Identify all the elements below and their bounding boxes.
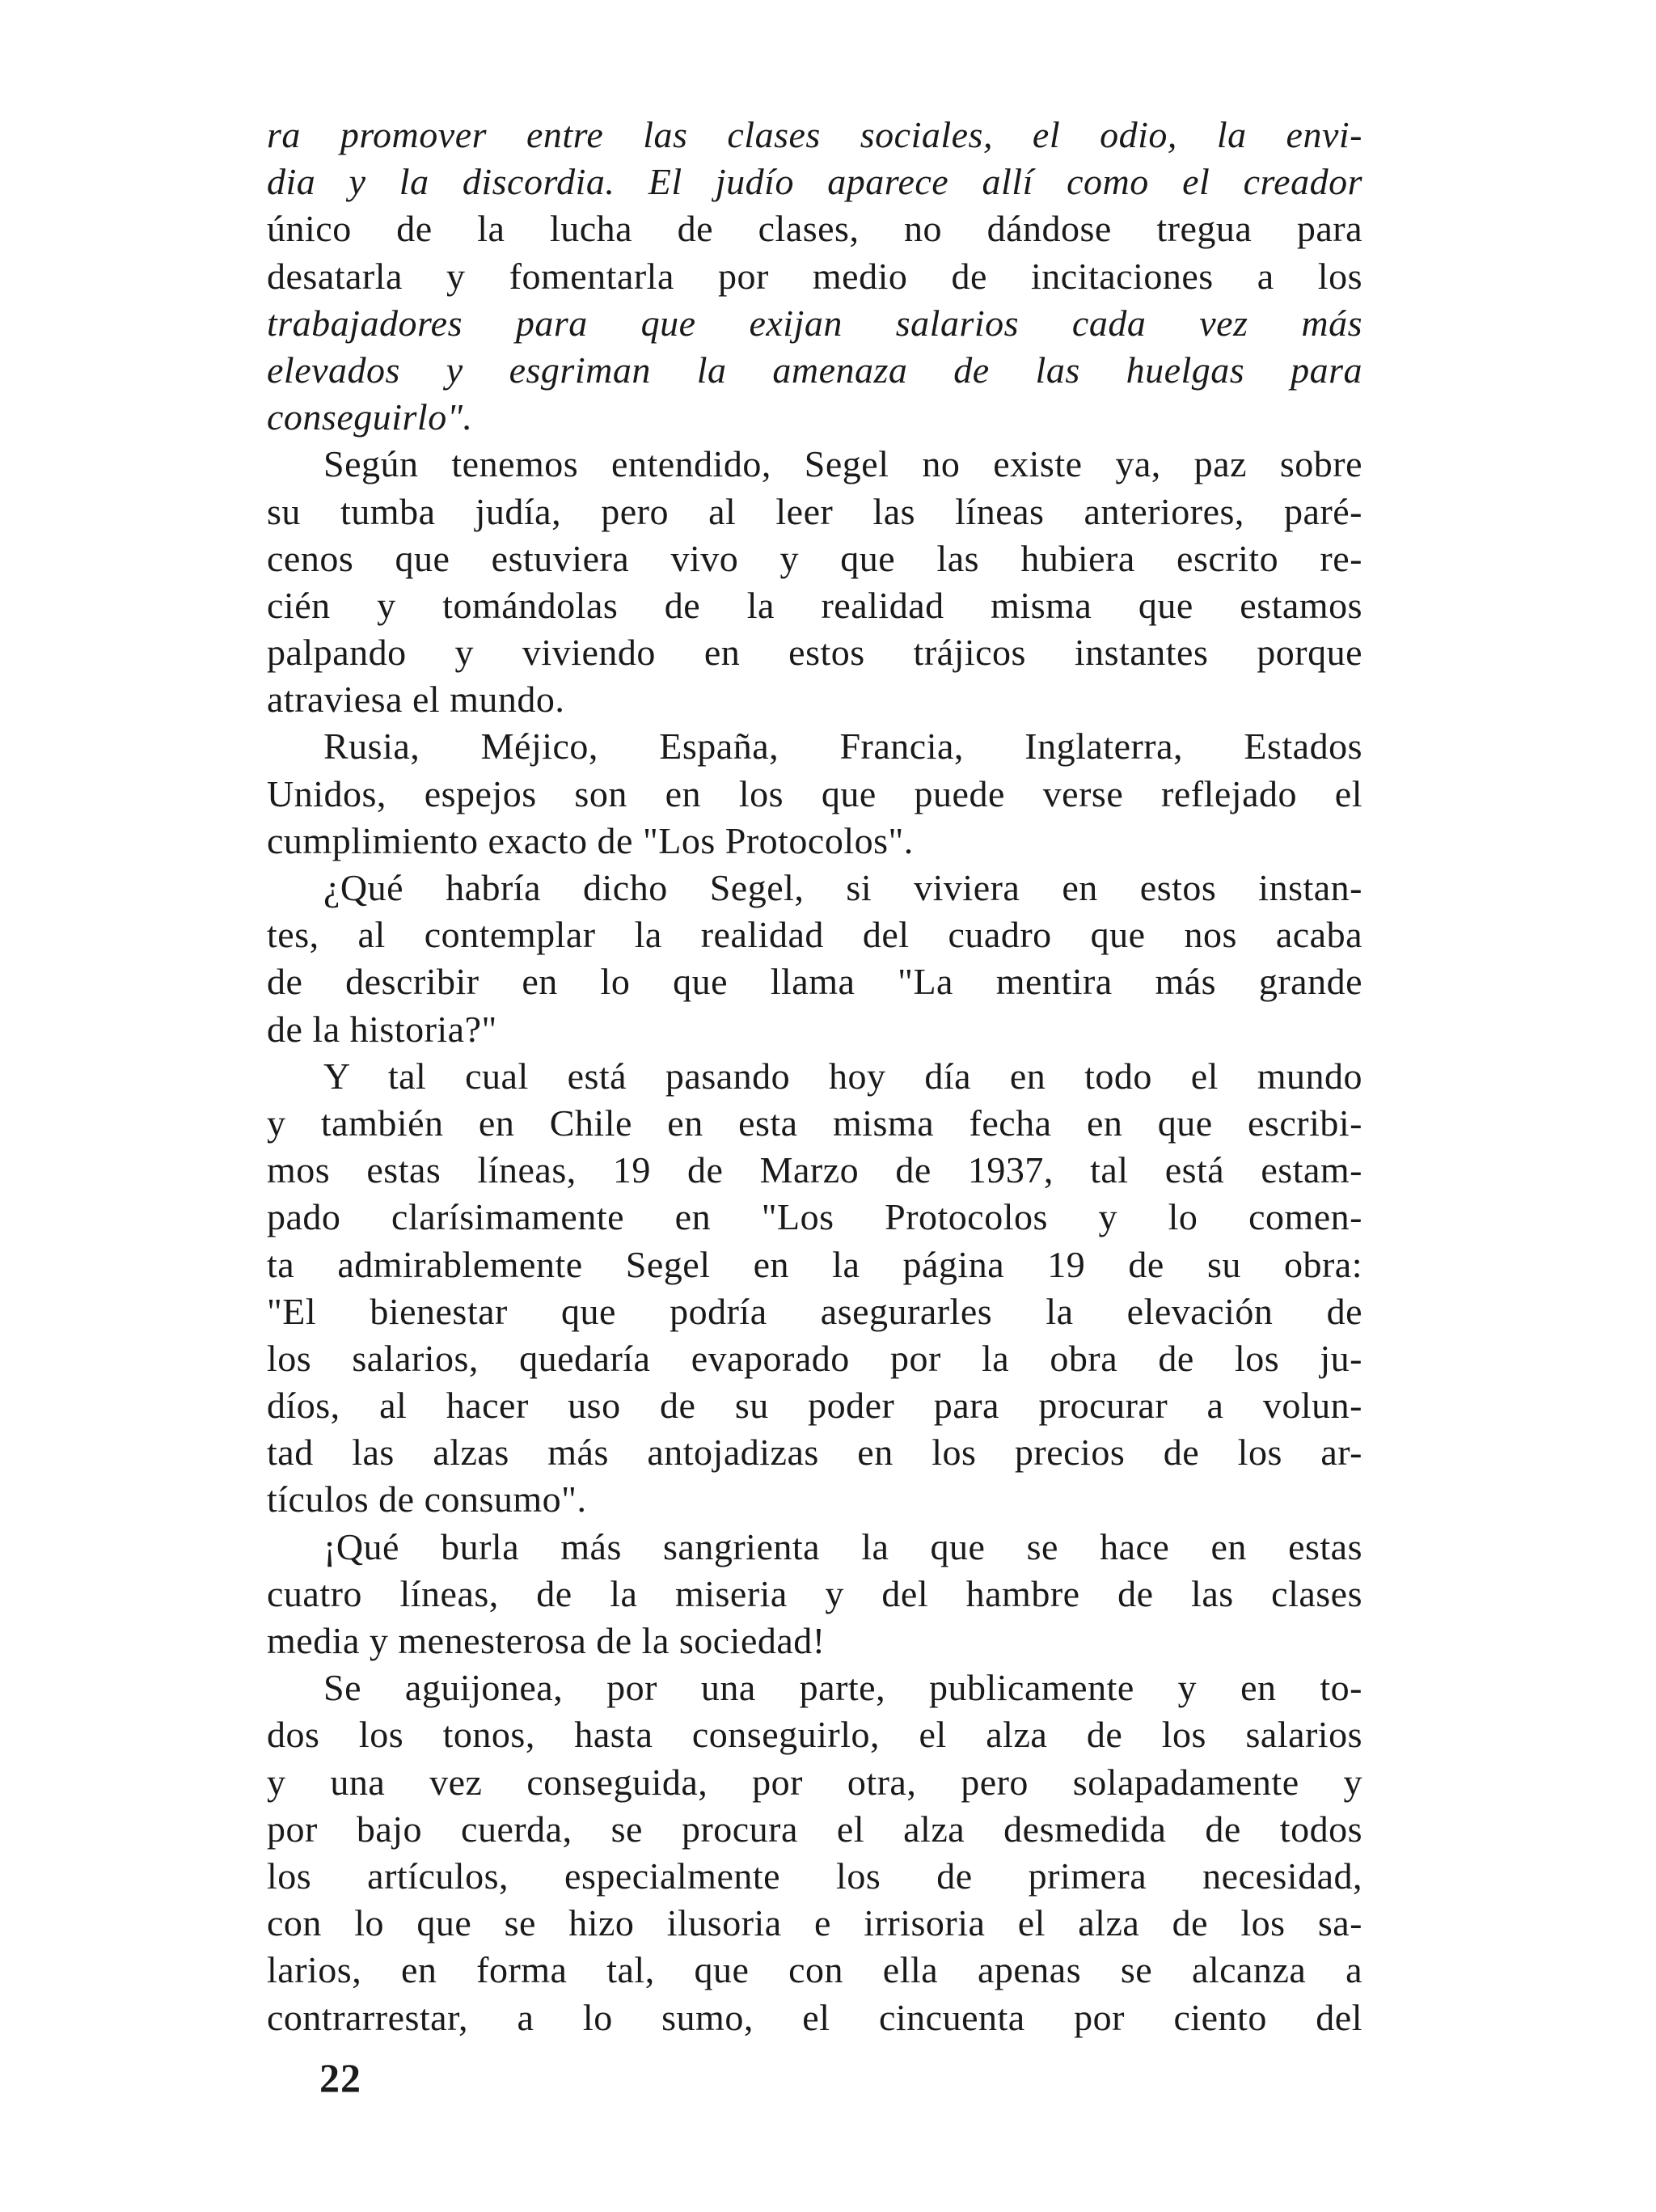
text-line: media y menesterosa de la sociedad!	[267, 1620, 826, 1661]
page-number: 22	[319, 2055, 361, 2100]
text-line: con lo que se hizo ilusoria e irrisoria el alza de los sa-	[267, 1902, 1362, 1944]
text-line: ¿Qué habría dicho Segel, si viviera en estos instan-	[323, 867, 1362, 908]
text-line: Unidos, espejos son en los que puede verse reflejado el	[267, 772, 1362, 814]
text-line: cuatro líneas, de la miseria y del hambre de las clases	[267, 1572, 1362, 1614]
text-line: atraviesa el mundo.	[267, 679, 565, 721]
text-line: pado clarísimamente en "Los Protocolos y lo comen-	[267, 1196, 1362, 1238]
text-line: único de la lucha de clases, no dándose tregua para	[267, 208, 1362, 250]
text-line: trabajadores para que exijan salarios cada vez más	[267, 302, 1362, 344]
text-line: y una vez conseguida, por otra, pero solapadamente y	[267, 1761, 1362, 1803]
text-line: elevados y esgriman la amenaza de las huelgas para	[267, 349, 1362, 391]
text-line: cumplimiento exacto de "Los Protocolos".	[267, 819, 914, 861]
body-text	[267, 112, 1362, 2041]
text-line: tes, al contemplar la realidad del cuadro que nos acaba	[267, 914, 1362, 956]
text-line: dos los tonos, hasta conseguirlo, el alza de los salarios	[267, 1714, 1362, 1756]
text-line: su tumba judía, pero al leer las líneas anteriores, paré-	[267, 490, 1362, 532]
text-line: larios, en forma tal, que con ella apenas se alcanza a	[267, 1949, 1362, 1991]
text-line: los salarios, quedaría evaporado por la obra de los ju-	[267, 1337, 1362, 1379]
text-line: Rusia, Méjico, España, Francia, Inglaterra, Estados	[323, 725, 1362, 768]
text-line: ta admirablemente Segel en la página 19 de su obra:	[267, 1243, 1362, 1285]
text-line: Según tenemos entendido, Segel no existe ya, paz sobre	[323, 443, 1362, 485]
text-line: por bajo cuerda, se procura el alza desmedida de todos	[267, 1808, 1362, 1850]
text-line: cenos que estuviera vivo y que las hubiera escrito re-	[267, 537, 1362, 579]
text-line: palpando y viviendo en estos trájicos instantes porque	[267, 632, 1362, 674]
text-line: cién y tomándolas de la realidad misma que estamos	[267, 584, 1362, 626]
text-line: desatarla y fomentarla por medio de incitaciones a los	[267, 255, 1362, 297]
text-line: los artículos, especialmente los de primera necesidad,	[267, 1855, 1362, 1897]
text-line: "El bienestar que podría asegurarles la elevación de	[267, 1290, 1362, 1332]
text-line: de describir en lo que llama "La mentira más grande	[267, 961, 1362, 1003]
text-line: Se aguijonea, por una parte, publicamente y en to-	[323, 1667, 1362, 1709]
text-line: dia y la discordia. El judío aparece allí como el creador	[267, 161, 1362, 203]
text-line: díos, al hacer uso de su poder para procurar a volun-	[267, 1385, 1362, 1427]
text-line: conseguirlo".	[267, 396, 473, 438]
text-line: de la historia?"	[267, 1008, 497, 1050]
text-line: tículos de consumo".	[267, 1478, 587, 1520]
text-line: Y tal cual está pasando hoy día en todo el mundo	[323, 1055, 1362, 1097]
text-line: mos estas líneas, 19 de Marzo de 1937, tal está estam-	[267, 1149, 1362, 1191]
text-line: ¡Qué burla más sangrienta la que se hace en estas	[323, 1525, 1362, 1567]
text-line: y también en Chile en esta misma fecha en que escribi-	[267, 1102, 1362, 1144]
text-line: tad las alzas más antojadizas en los precios de los ar-	[267, 1432, 1362, 1474]
text-line: ra promover entre las clases sociales, el odio, la envi-	[267, 114, 1362, 155]
text-line: contrarrestar, a lo sumo, el cincuenta por ciento del	[267, 1996, 1362, 2038]
